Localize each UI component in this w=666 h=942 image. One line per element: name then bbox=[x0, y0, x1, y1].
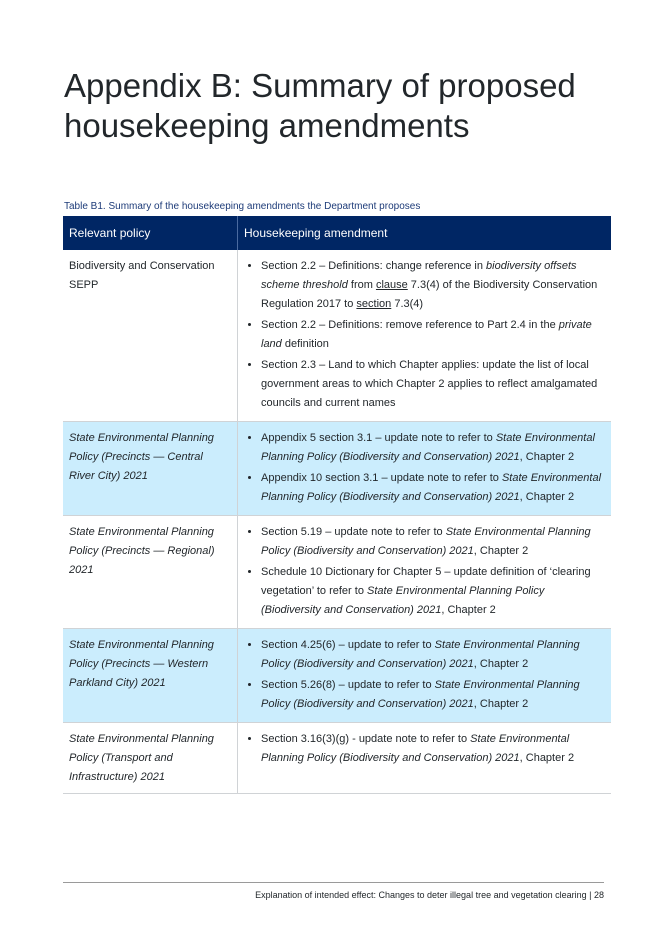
amendment-cell bbox=[238, 723, 612, 794]
amendment-cell bbox=[238, 250, 612, 422]
page-footer: Explanation of intended effect: Changes to deter illegal tree and vegetation clearing | 28 bbox=[255, 890, 604, 900]
amendment-list bbox=[244, 257, 605, 413]
table-header-row bbox=[63, 216, 611, 250]
table-row bbox=[63, 629, 611, 723]
policy-cell: State Environmental Planning Policy (Precincts — Regional) 2021 bbox=[63, 516, 238, 629]
list-item: • Section 5.19 – update note to refer to State Environmental Planning Policy (Biodiversity and Conservation) 2021, Chapter 2 bbox=[261, 523, 605, 561]
table-row bbox=[63, 422, 611, 516]
policy-cell: State Environmental Planning Policy (Transport and Infrastructure) 2021 bbox=[63, 723, 238, 794]
amendment-cell bbox=[238, 516, 612, 629]
column-header-relevant-policy: Relevant policy bbox=[63, 216, 238, 250]
amendment-list bbox=[244, 636, 605, 714]
amendment-cell bbox=[238, 422, 612, 516]
list-item: • Section 5.26(8) – update to refer to State Environmental Planning Policy (Biodiversity and Conservation) 2021, Chapter 2 bbox=[261, 676, 605, 714]
list-item: • Appendix 5 section 3.1 – update note to refer to State Environmental Planning Policy (Biodiversity and Conservation) 2021, Chapter 2 bbox=[261, 429, 605, 467]
page-title: Appendix B: Summary of proposed housekeeping amendments bbox=[64, 67, 576, 144]
policy-cell: State Environmental Planning Policy (Precincts — Central River City) 2021 bbox=[63, 422, 238, 516]
amendment-cell bbox=[238, 629, 612, 723]
policy-cell: Biodiversity and Conservation SEPP bbox=[63, 250, 238, 422]
table-caption: Table B1. Summary of the housekeeping amendments the Department proposes bbox=[64, 201, 421, 212]
footer-divider bbox=[63, 882, 604, 883]
amendments-table bbox=[63, 216, 611, 794]
policy-cell: State Environmental Planning Policy (Precincts — Western Parkland City) 2021 bbox=[63, 629, 238, 723]
amendment-list bbox=[244, 523, 605, 620]
list-item: • Section 4.25(6) – update to refer to State Environmental Planning Policy (Biodiversity and Conservation) 2021, Chapter 2 bbox=[261, 636, 605, 674]
amendment-list bbox=[244, 730, 605, 768]
list-item: • Section 3.16(3)(g) - update note to refer to State Environmental Planning Policy (Biodiversity and Conservation) 2021, Chapter 2 bbox=[261, 730, 605, 768]
list-item: • Appendix 10 section 3.1 – update note to refer to State Environmental Planning Policy (Biodiversity and Conservation) 2021, Chapter 2 bbox=[261, 469, 605, 507]
table-row bbox=[63, 250, 611, 422]
column-header-housekeeping-amendment: Housekeeping amendment bbox=[238, 216, 612, 250]
list-item: • Section 2.2 – Definitions: remove reference to Part 2.4 in the private land definition bbox=[261, 316, 605, 354]
table-row bbox=[63, 723, 611, 794]
list-item: • Schedule 10 Dictionary for Chapter 5 – update definition of ‘clearing vegetation’ to refer to State Environmental Planning Policy (Biodiversity and Conservation) 2021, Chapter 2 bbox=[261, 563, 605, 620]
list-item: • Section 2.2 – Definitions: change reference in biodiversity offsets scheme threshold from clause 7.3(4) of the Biodiversity Conservation Regulation 2017 to section 7.3(4) bbox=[261, 257, 605, 314]
list-item: • Section 2.3 – Land to which Chapter applies: update the list of local government areas to which Chapter 2 applies to reflect amalgamated councils and current names bbox=[261, 356, 605, 413]
amendment-list bbox=[244, 429, 605, 507]
table-row bbox=[63, 516, 611, 629]
